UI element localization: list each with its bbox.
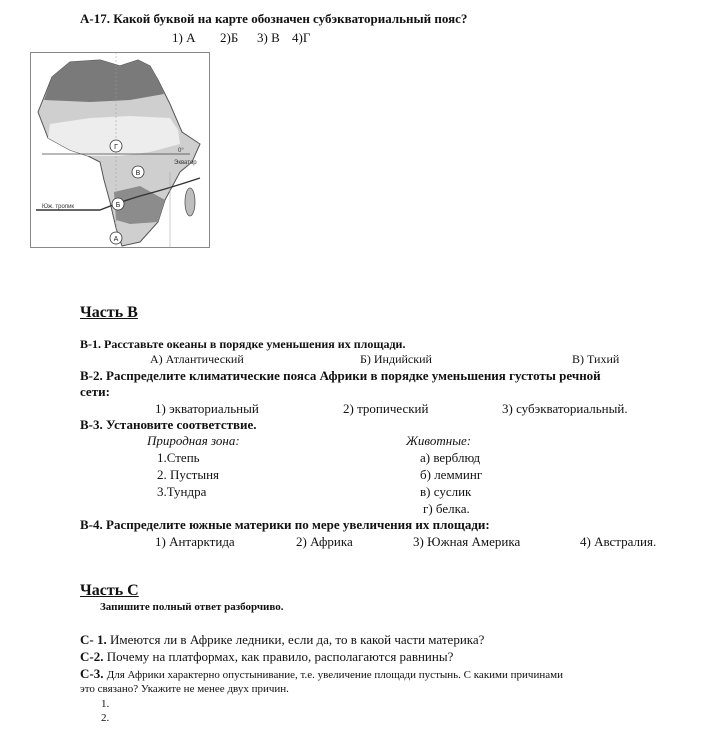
b4-option-2: 2) Африка [296,534,353,549]
b3-right-item-a: а) верблюд [420,450,481,465]
b3-right-header: Животные: [406,433,472,448]
part-b-title: Часть В [80,304,138,321]
b2-question-line2: сети: [80,384,110,399]
b3-right-item-b: б) лемминг [420,467,483,482]
b3-question: В-3. Установите соответствие. [80,417,257,432]
b1-option-b: Б) Индийский [360,352,432,366]
c2-text: Почему на платформах, как правило, располагаются равнины? [106,649,454,664]
b2-option-1: 1) экваториальный [155,401,259,416]
b3-left-item-3: 3.Тундра [157,484,207,499]
b3-left-item-1: 1.Степь [157,450,200,465]
marker-a [110,232,122,244]
b2-option-2: 2) тропический [343,401,429,416]
b4-option-4: 4) Австралия. [580,534,657,549]
b3-left-header: Природная зона: [147,433,240,448]
marker-b [112,198,124,210]
a17-question: А-17. Какой буквой на карте обозначен субэкваториальный пояс? [80,11,468,26]
svg-text:А: А [113,236,119,243]
a17-option-4: 4)Г [292,30,311,45]
b3-left-item-2: 2. Пустыня [157,467,220,482]
b1-question: В-1. Расставьте океаны в порядке уменьшения их площади. [80,337,406,351]
svg-text:Г: Г [114,144,118,151]
c3-text-line2: это связано? Укажите не менее двух причин. [80,683,289,695]
a17-option-1: 1) А [172,30,196,45]
b2-option-3: 3) субэкваториальный. [502,401,628,416]
equator-label: Экватор [174,160,197,166]
c2-item [80,649,453,665]
part-c-instruction: Запишите полный ответ разборчиво. [100,601,284,613]
a17-option-3: 3) В [257,30,280,45]
tropic-label: Юж. тропик [42,204,75,210]
c3-item [80,666,563,682]
c1-text: Имеются ли в Африке ледники, если да, то в какой части материка? [109,632,485,647]
marker-v [132,166,144,178]
c3-label: С-3. [80,666,104,681]
b2-question-line1: В-2. Распределите климатические пояса Африки в порядке уменьшения густоты речной [80,368,601,383]
b1-option-v: В) Тихий [572,352,620,366]
svg-text:В: В [135,170,141,177]
a17-option-2: 2)Б [220,30,239,45]
c1-item [80,632,484,648]
c3-text-line1: Для Африки характерно опустынивание, т.е. увеличение площади пустынь. С какими причинами [106,669,563,681]
c1-label: С- 1. [80,632,107,647]
equator-zero-label: 0° [178,148,184,154]
part-c-title: Часть С [80,582,139,599]
b4-question: В-4. Распределите южные материки по мере увеличения их площади: [80,517,490,532]
marker-g [110,140,122,152]
c2-label: С-2. [80,649,104,664]
b1-option-a: А) Атлантический [150,352,244,366]
svg-text:Б: Б [115,202,121,209]
madagascar-shape [185,188,195,216]
answer-line-1: 1. [101,698,110,710]
b4-option-1: 1) Антарктида [155,534,235,549]
africa-map [30,52,210,248]
b3-right-item-g: г) белка. [423,501,470,516]
b4-option-3: 3) Южная Америка [413,534,521,549]
b3-right-item-v: в) суслик [420,484,472,499]
answer-line-2: 2. [101,712,110,724]
